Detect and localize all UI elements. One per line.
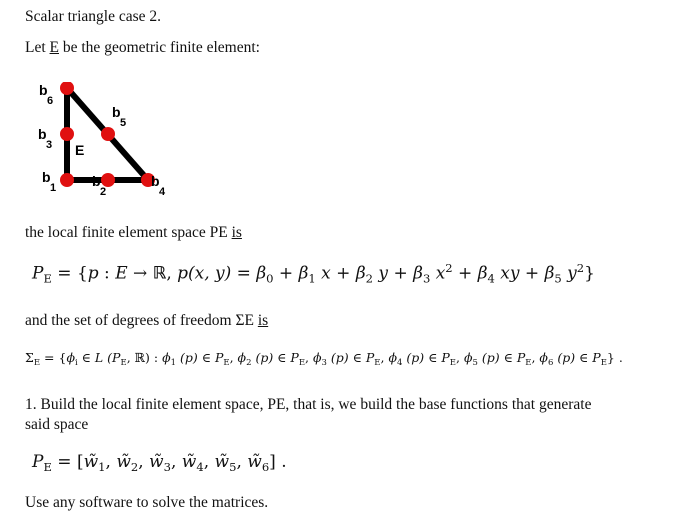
beta4-sub: 4 <box>487 271 495 286</box>
p-func: p <box>177 263 189 284</box>
w-tilde: w̃ <box>181 452 197 472</box>
y2-sup: 2 <box>576 261 585 275</box>
p-sub: E <box>298 357 306 368</box>
pe-sub: E <box>120 357 127 368</box>
phi-sub: 4 <box>397 357 403 368</box>
phi: ϕ <box>237 350 247 365</box>
sep: , <box>229 350 238 365</box>
sep: , <box>531 350 540 365</box>
x2-sup: 2 <box>445 261 453 275</box>
plus: + <box>388 263 414 284</box>
dof-item <box>237 350 313 368</box>
phi-rest: (p) ∈ P <box>251 350 299 365</box>
phi-sub: 6 <box>547 357 554 368</box>
xy-term: xy <box>494 263 520 284</box>
beta0: β <box>256 263 267 284</box>
sep: , <box>455 350 464 365</box>
arrow: → <box>127 263 153 284</box>
w-tilde: w̃ <box>116 452 131 472</box>
space-intro-text: the local finite element space PE <box>25 224 232 241</box>
basis-items <box>83 452 287 475</box>
phi-i: ϕ <box>66 350 75 365</box>
sep: , <box>236 452 248 472</box>
intro-line <box>25 39 260 57</box>
phi: ϕ <box>313 350 322 365</box>
label-b6-index: 6 <box>47 95 54 107</box>
node-b3 <box>60 127 74 141</box>
phi-i-sub: i <box>74 357 78 368</box>
w-sub: 1 <box>98 460 106 475</box>
dof-formula <box>25 350 623 368</box>
basis-item <box>247 452 287 475</box>
w-sub: 4 <box>196 460 204 475</box>
footer-note: Use any software to solve the matrices. <box>25 494 269 511</box>
sep: , <box>305 350 313 365</box>
args: (x, y) = <box>188 263 257 284</box>
reals: ℝ <box>152 263 167 284</box>
comma: , <box>166 263 178 284</box>
sep: , <box>105 452 117 472</box>
sep: , <box>170 452 182 472</box>
phi-rest: (p) ∈ P <box>477 350 526 365</box>
beta4: β <box>477 263 488 284</box>
comma-r: , ℝ) : <box>126 350 163 365</box>
space-intro-link: is <box>231 224 242 241</box>
bracket-open: = [ <box>51 452 84 472</box>
label-b3-letter: b <box>38 126 47 142</box>
dof-item <box>539 350 623 368</box>
x-term: x <box>315 263 331 284</box>
task-line-2: said space <box>25 416 89 433</box>
task-line-1: 1. Build the local finite element space, PE, that is, we build the base functions that generate <box>25 396 592 413</box>
dof-items <box>162 350 623 368</box>
node-b1 <box>60 173 74 187</box>
beta0-sub: 0 <box>266 271 274 286</box>
label-b2-index: 2 <box>100 186 107 198</box>
p-sub: E <box>525 357 532 368</box>
eq-open: = { <box>51 263 88 284</box>
dof-open: = { <box>40 350 67 365</box>
beta3: β <box>413 263 423 284</box>
plus: + <box>519 263 545 284</box>
y-term: y <box>373 263 389 284</box>
intro-suffix: be the geometric finite element: <box>59 39 260 56</box>
beta1-sub: 1 <box>308 271 316 286</box>
pe-subscript: E <box>43 271 52 286</box>
paren-open: (P <box>103 350 121 365</box>
phi-sub: 3 <box>321 357 327 368</box>
plus: + <box>452 263 478 284</box>
eq-close: } <box>584 263 595 284</box>
phi-rest: (p) ∈ P <box>176 350 224 365</box>
element-label: E <box>75 142 85 158</box>
p-sub: E <box>223 357 230 368</box>
basis-item <box>181 452 215 475</box>
w-sub: 2 <box>130 460 139 475</box>
label-b1-index: 1 <box>50 182 57 194</box>
beta5-sub: 5 <box>554 271 562 286</box>
beta2: β <box>355 263 366 284</box>
node-b2 <box>101 173 115 187</box>
basis-item <box>116 452 150 475</box>
beta5: β <box>544 263 555 284</box>
dof-item <box>162 350 238 368</box>
basis-item <box>214 452 248 475</box>
plus: + <box>330 263 356 284</box>
title: Scalar triangle case 2. <box>25 8 161 25</box>
sep: , <box>138 452 150 472</box>
w-sub: 6 <box>261 460 270 475</box>
plus: + <box>273 263 299 284</box>
dof-intro-link: is <box>257 312 269 329</box>
sigma-sub: E <box>33 357 41 368</box>
x2-term: x <box>430 263 446 284</box>
phi-sub: 1 <box>170 357 177 368</box>
phi: ϕ <box>388 350 397 365</box>
phi-rest: (p) ∈ P <box>402 350 450 365</box>
phi-rest: (p) ∈ P <box>326 350 375 365</box>
w-sub: 5 <box>229 460 237 475</box>
phi: ϕ <box>463 350 473 365</box>
basis-item <box>83 452 117 475</box>
beta3-sub: 3 <box>422 271 431 286</box>
dof-intro <box>25 312 268 330</box>
phi-rest: (p) ∈ P <box>553 350 601 365</box>
dof-item <box>388 350 464 368</box>
in-l: ∈ L <box>77 350 104 365</box>
beta2-sub: 2 <box>365 271 374 286</box>
sep: , <box>203 452 215 472</box>
dof-item <box>463 350 540 368</box>
phi: ϕ <box>162 350 171 365</box>
phi-sub: 5 <box>472 357 478 368</box>
colon: : <box>98 263 116 284</box>
basis-item <box>149 452 182 475</box>
label-b4-letter: b <box>151 173 160 189</box>
p-sub: E <box>600 357 607 368</box>
dof-intro-text: and the set of degrees of freedom ΣE <box>25 312 258 329</box>
sep: ] . <box>269 452 287 472</box>
phi-sub: 2 <box>246 357 252 368</box>
sigma: Σ <box>25 350 34 365</box>
p-var: p <box>87 263 99 284</box>
w-tilde: w̃ <box>214 452 230 472</box>
w-tilde: w̃ <box>83 452 99 472</box>
element-diagram <box>28 82 188 212</box>
w-sub: 3 <box>163 460 171 475</box>
p-sub: E <box>374 357 381 368</box>
space-formula <box>32 261 595 285</box>
node-b5 <box>101 127 115 141</box>
label-b4-index: 4 <box>159 186 166 198</box>
y2-term: y <box>561 263 577 284</box>
phi: ϕ <box>539 350 548 365</box>
p-sub: E <box>449 357 456 368</box>
label-b2-letter: b <box>92 173 101 189</box>
sep: , <box>380 350 389 365</box>
element-symbol: E <box>49 39 59 56</box>
label-b5-index: 5 <box>120 117 127 129</box>
dof-item <box>313 350 389 368</box>
intro-prefix: Let <box>25 39 50 56</box>
label-b3-index: 3 <box>46 139 53 151</box>
basis-formula <box>32 452 287 474</box>
sep: } . <box>606 350 623 365</box>
pe-symbol: P <box>32 452 44 472</box>
pe-symbol: P <box>32 263 44 284</box>
beta1: β <box>298 263 309 284</box>
w-tilde: w̃ <box>247 452 262 472</box>
label-b5-letter: b <box>112 104 121 120</box>
pe-subscript: E <box>43 460 52 475</box>
label-b6-letter: b <box>39 82 48 98</box>
w-tilde: w̃ <box>149 452 164 472</box>
space-intro <box>25 224 242 242</box>
label-b1-letter: b <box>42 169 51 185</box>
domain-e: E <box>115 263 128 284</box>
